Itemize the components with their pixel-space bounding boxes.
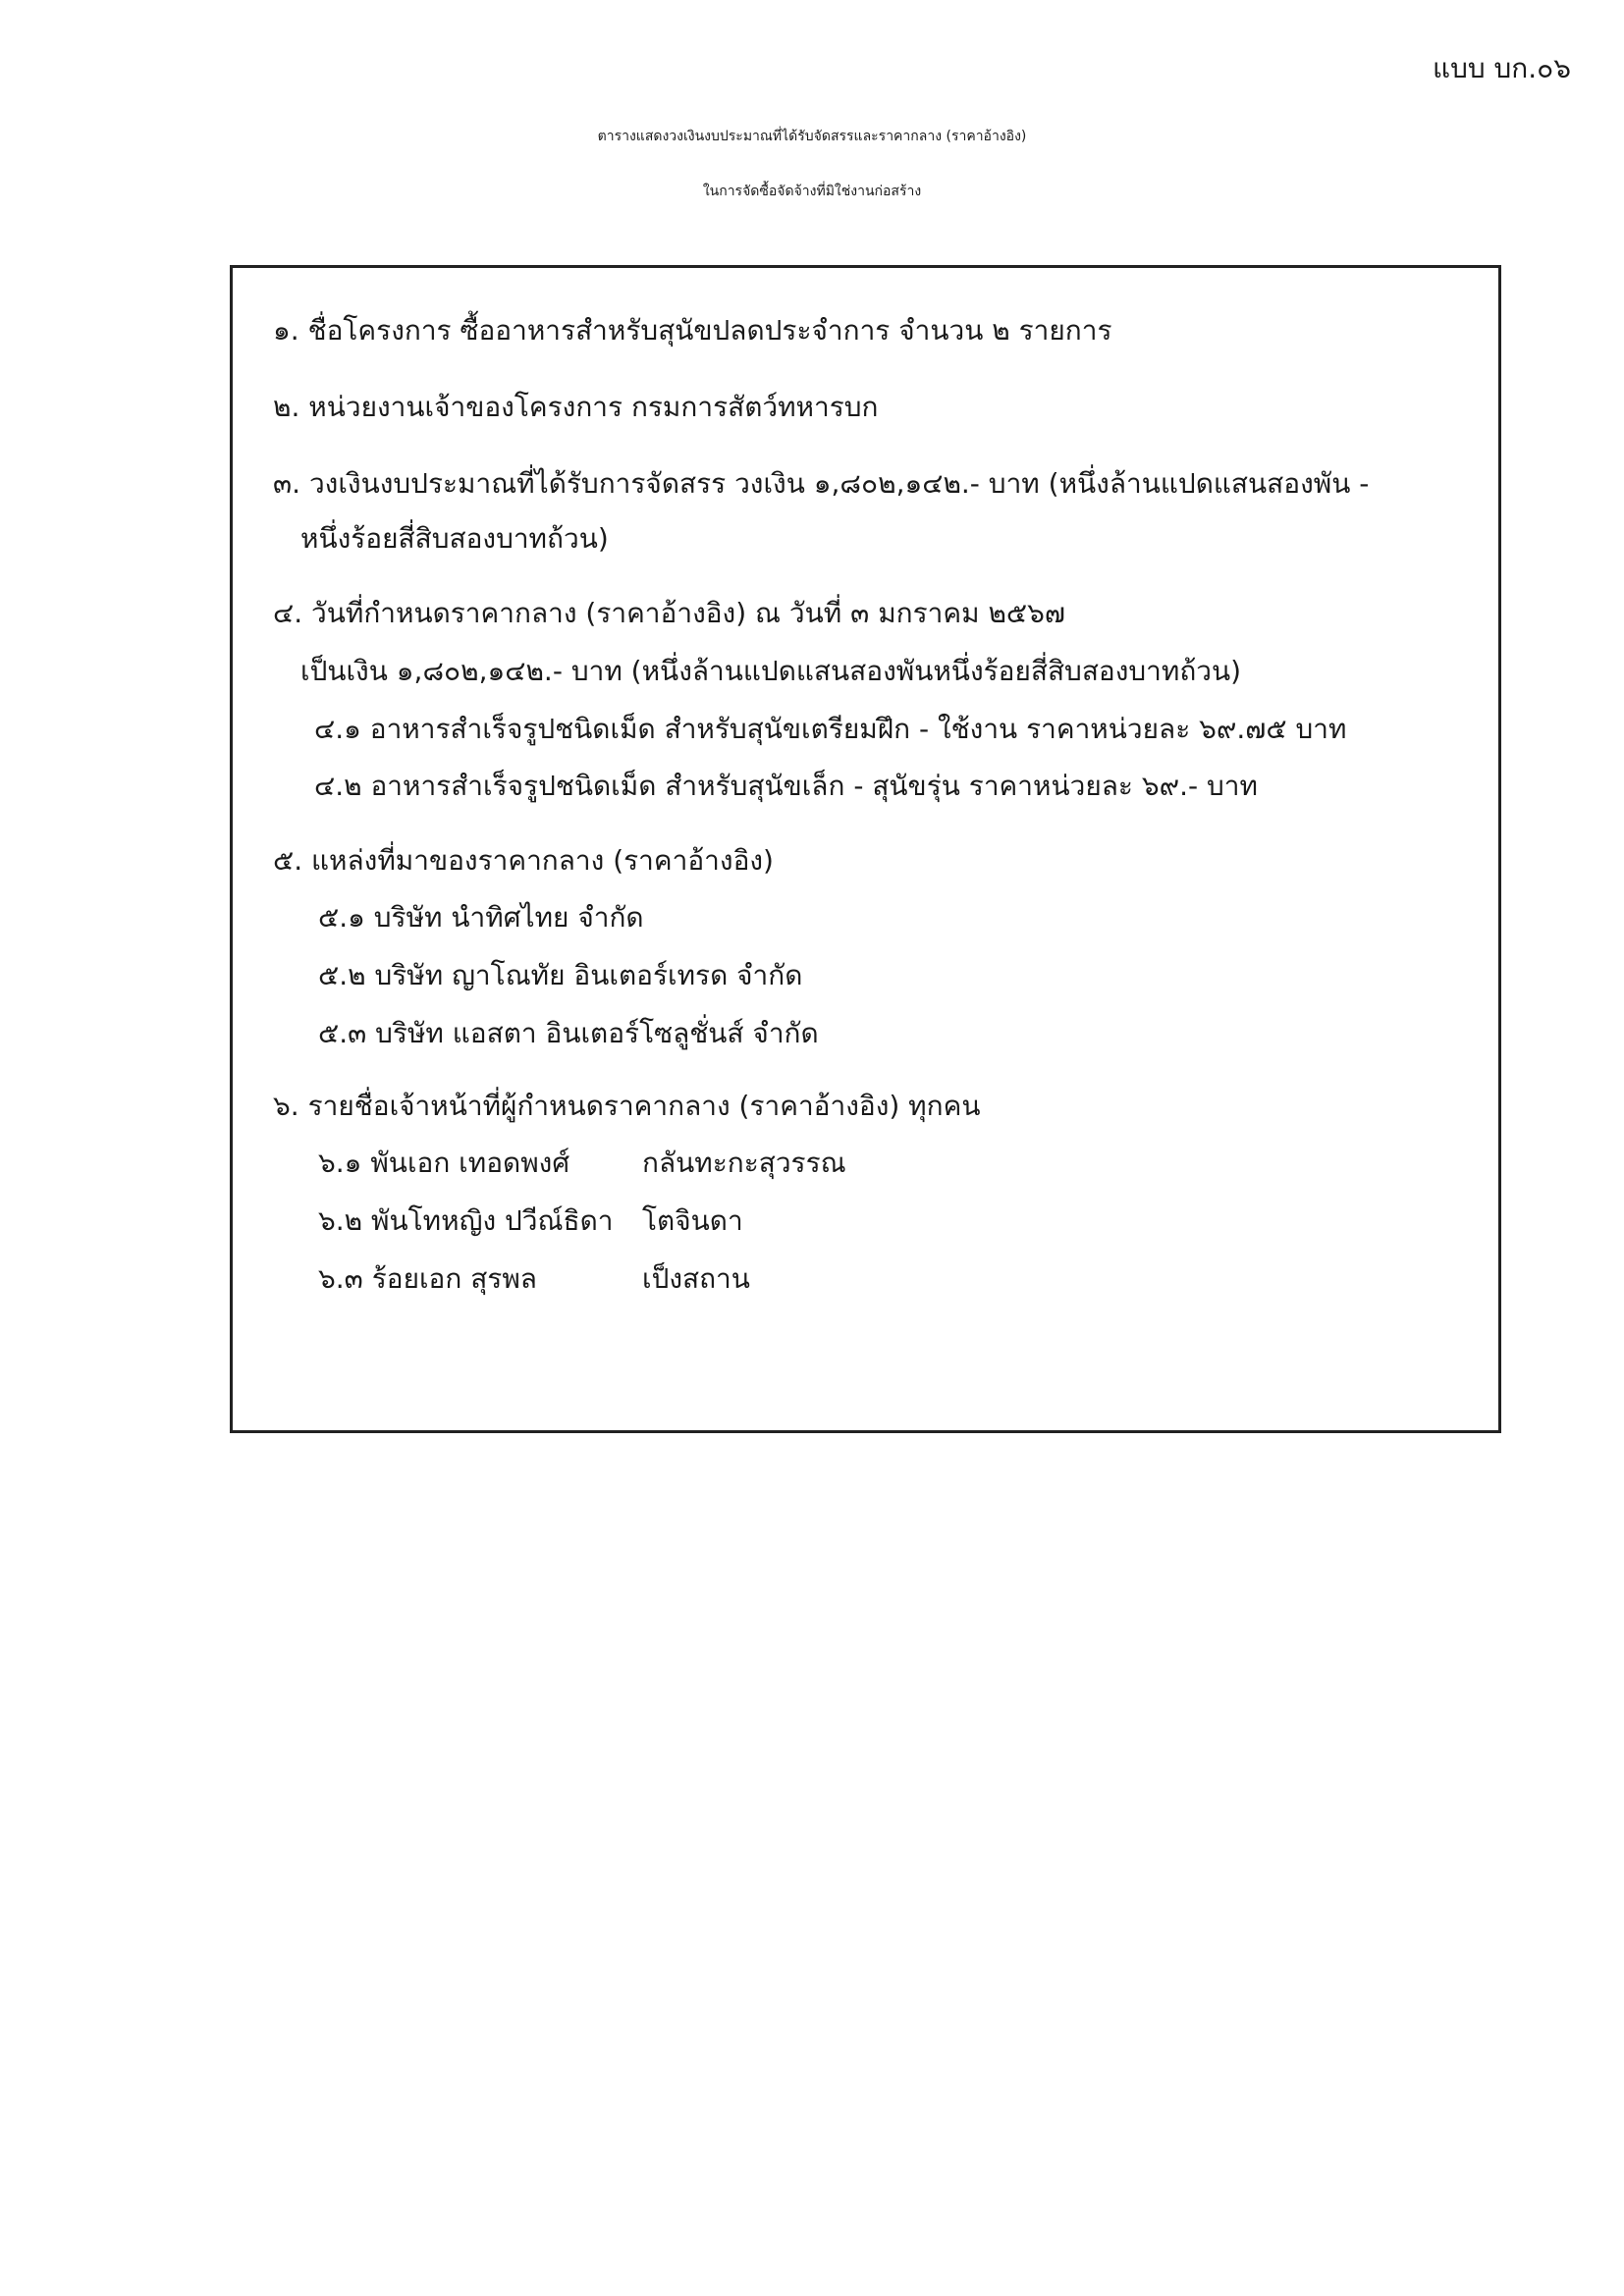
page-title: ตารางแสดงวงเงินงบประมาณที่ได้รับจัดสรรและราคากลาง (ราคาอ้างอิง) bbox=[597, 129, 1027, 144]
item-4-1-price: ๔.๑ อาหารสำเร็จรูปชนิดเม็ด สำหรับสุนัขเตรียมฝึก - ใช้งาน ราคาหน่วยละ ๖๙.๗๕ บาท bbox=[314, 713, 1347, 745]
officer-3-surname: เป็งสถาน bbox=[642, 1262, 750, 1295]
item-1-project-name: ๑. ชื่อโครงการ ซื้ออาหารสำหรับสุนัขปลดประจำการ จำนวน ๒ รายการ bbox=[273, 314, 1112, 347]
item-5-3-source: ๕.๓ บริษัท แอสตา อินเตอร์โซลูชั่นส์ จำกัด bbox=[318, 1017, 819, 1049]
officer-3-rank-name: ๖.๓ ร้อยเอก สุรพล bbox=[318, 1262, 537, 1295]
officer-1-surname: กลันทะกะสุวรรณ bbox=[642, 1147, 846, 1179]
item-4-date-line2: เป็นเงิน ๑,๘๐๒,๑๔๒.- บาท (หนึ่งล้านแปดแสนสองพันหนึ่งร้อยสี่สิบสองบาทถ้วน) bbox=[300, 655, 1242, 687]
officer-2-surname: โตจินดา bbox=[642, 1204, 743, 1237]
item-4-2-price: ๔.๒ อาหารสำเร็จรูปชนิดเม็ด สำหรับสุนัขเล็ก - สุนัขรุ่น ราคาหน่วยละ ๖๙.- บาท bbox=[314, 770, 1258, 802]
form-code: แบบ บก.๐๖ bbox=[1433, 52, 1571, 84]
item-3-budget-line1: ๓. วงเงินงบประมาณที่ได้รับการจัดสรร วงเงิน ๑,๘๐๒,๑๔๒.- บาท (หนึ่งล้านแปดแสนสองพัน - bbox=[273, 467, 1370, 500]
item-2-agency: ๒. หน่วยงานเจ้าของโครงการ กรมการสัตว์ทหารบก bbox=[273, 391, 879, 423]
item-3-budget-line2: หนึ่งร้อยสี่สิบสองบาทถ้วน) bbox=[300, 522, 609, 555]
item-5-sources: ๕. แหล่งที่มาของราคากลาง (ราคาอ้างอิง) bbox=[273, 844, 774, 877]
item-5-1-source: ๕.๑ บริษัท นำทิศไทย จำกัด bbox=[318, 901, 644, 934]
officer-1-rank-name: ๖.๑ พันเอก เทอดพงศ์ bbox=[318, 1147, 570, 1179]
officer-2-rank-name: ๖.๒ พันโทหญิง ปวีณ์ธิดา bbox=[318, 1204, 614, 1237]
item-6-officers: ๖. รายชื่อเจ้าหน้าที่ผู้กำหนดราคากลาง (ราคาอ้างอิง) ทุกคน bbox=[273, 1090, 981, 1122]
item-4-date-line1: ๔. วันที่กำหนดราคากลาง (ราคาอ้างอิง) ณ วันที่ ๓ มกราคม ๒๕๖๗ bbox=[273, 597, 1065, 629]
page-subtitle: ในการจัดซื้อจัดจ้างที่มิใช่งานก่อสร้าง bbox=[702, 184, 922, 199]
item-5-2-source: ๕.๒ บริษัท ญาโณทัย อินเตอร์เทรด จำกัด bbox=[318, 959, 803, 991]
